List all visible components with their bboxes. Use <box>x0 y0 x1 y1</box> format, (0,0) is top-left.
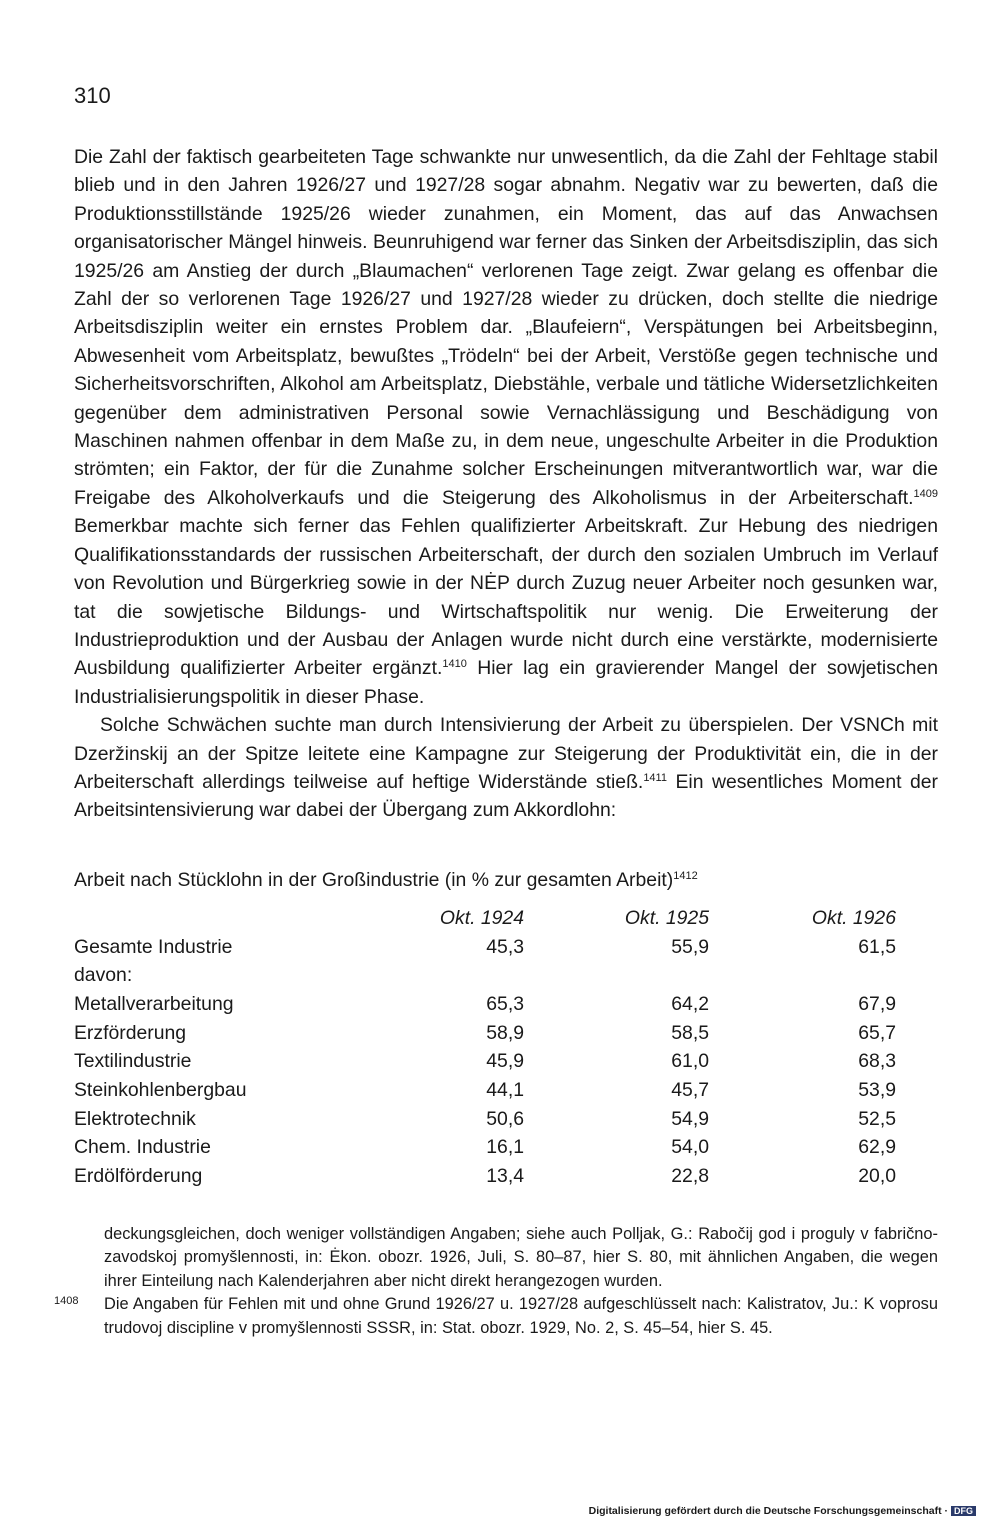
table-row <box>74 990 896 1019</box>
column-header: Okt. 1925 <box>624 906 709 929</box>
dfg-logo: DFG <box>951 1506 976 1516</box>
cell-value: 61,0 <box>671 1050 709 1073</box>
footnote-1408 <box>54 1293 938 1340</box>
row-label: Elektrotechnik <box>74 1107 196 1130</box>
credit-text: Digitalisierung gefördert durch die Deutsche Forschungsgemeinschaft · <box>588 1505 948 1517</box>
table-caption-text: Arbeit nach Stücklohn in der Großindustrie (in % zur gesamten Arbeit) <box>74 869 674 891</box>
subheading-label: davon: <box>74 964 133 987</box>
cell-value: 54,0 <box>671 1136 709 1159</box>
footnote-number: 1408 <box>54 1295 79 1308</box>
piecework-table <box>74 904 896 1191</box>
row-label: Chem. Industrie <box>74 1136 211 1159</box>
table-row <box>74 1134 896 1163</box>
cell-value: 20,0 <box>858 1165 896 1188</box>
paragraph-2 <box>74 711 938 825</box>
main-text <box>74 143 938 825</box>
table-header-row <box>74 904 896 933</box>
row-label: Erzförderung <box>74 1021 187 1044</box>
cell-value: 50,6 <box>486 1107 524 1130</box>
cell-value: 44,1 <box>486 1078 524 1101</box>
page-number: 310 <box>74 83 111 108</box>
column-header: Okt. 1926 <box>811 906 896 929</box>
header-empty <box>74 904 324 933</box>
cell-value: 53,9 <box>858 1078 896 1101</box>
table-row <box>74 1047 896 1076</box>
paragraph-1 <box>74 143 938 711</box>
cell-value: 54,9 <box>671 1107 709 1130</box>
cell-value: 52,5 <box>858 1107 896 1130</box>
cell-value: 45,7 <box>671 1078 709 1101</box>
paragraph-1-part-a: Die Zahl der faktisch gearbeiteten Tage schwankte nur unwesentlich, da die Zahl der Fehltage stabil blieb und in den Jahren 1926/27 und 1927/28 sogar abnahm. Negativ war zu bewerten, daß die Produktionsstillstände 1925/26 wieder zunahmen, ein Moment, das auf das Anwachsen organisatorischer Mängel hinweis. Beunruhigend war ferner das Sinken der Arbeitsdisziplin, das sich 1925/26 am Anstieg der durch „Blaumachen“ verlorenen Tage zeigt. Zwar gelang es offenbar die Zahl der so verlorenen Tage 1926/27 und 1927/28 wieder zu drücken, doch stellte die niedrige Arbeitsdisziplin weiter ein ernstes Problem dar. „Blaufeiern“, Verspätungen bei Arbeitsbeginn, Abwesenheit vom Arbeitsplatz, bewußtes „Trödeln“ bei der Arbeit, Verstöße gegen technische und Sicherheitsvorschriften, Alkohol am Arbeitsplatz, Diebstähle, verbale und tätliche Widersetzlichkeiten gegenüber dem administrativen Personal sowie Vernachlässigung und Beschädigung von Maschinen nahmen offenbar in dem Maße zu, in dem neue, ungeschulte Arbeiter in die Produktion strömten; ein Faktor, der für die Zunahme solcher Erscheinungen mitverantwortlich war, war die Freigabe des Alkoholverkaufs und die Steigerung des Alkoholismus in der Arbeiterschaft. <box>74 146 938 509</box>
footnote-ref-1409[interactable]: 1409 <box>913 487 938 500</box>
paragraph-2-part-b: Ein wesentliches Moment der Arbeitsintensivierung war dabei der Übergang zum Akkordlohn: <box>74 770 938 822</box>
cell-value: 55,9 <box>671 935 709 958</box>
cell-value: 67,9 <box>858 992 896 1015</box>
table-row-total <box>74 933 896 962</box>
row-label: Gesamte Industrie <box>74 935 233 958</box>
row-label: Metallverarbeitung <box>74 992 234 1015</box>
row-label: Steinkohlenbergbau <box>74 1078 247 1101</box>
cell-value: 45,9 <box>486 1050 524 1073</box>
footnote-text: Die Angaben für Fehlen mit und ohne Grund 1926/27 u. 1927/28 aufgeschlüsselt nach: Kalistratov, Ju.: K voprosu trudovoj discipline v promyšlennosti SSSR, in: Stat. obozr. 1929, No. 2, S. 45–54, hier S. 45. <box>104 1295 938 1337</box>
table-caption <box>74 866 944 894</box>
row-label: Textilindustrie <box>74 1050 192 1073</box>
cell-value: 62,9 <box>858 1136 896 1159</box>
footnotes <box>54 1223 938 1340</box>
cell-value: 61,5 <box>858 935 896 958</box>
cell-value: 64,2 <box>671 992 709 1015</box>
cell-value: 16,1 <box>486 1136 524 1159</box>
cell-value: 13,4 <box>486 1165 524 1188</box>
table-row <box>74 1105 896 1134</box>
cell-value: 58,5 <box>671 1021 709 1044</box>
cell-value: 65,7 <box>858 1021 896 1044</box>
paragraph-2-part-a: Solche Schwächen suchte man durch Intensivierung der Arbeit zu überspielen. Der VSNCh mit Dzeržinskij an der Spitze leitete eine Kampagne zur Steigerung der Produktivität ein, die in der Arbeiterschaft allerdings teilweise auf heftige Widerstände stieß. <box>74 714 938 793</box>
cell-value: 65,3 <box>486 992 524 1015</box>
footnote-ref-1412[interactable]: 1412 <box>673 870 698 882</box>
table-row <box>74 1162 896 1191</box>
cell-value: 45,3 <box>486 935 524 958</box>
table-row <box>74 1019 896 1048</box>
footnote-ref-1410[interactable]: 1410 <box>442 658 467 671</box>
row-label: Erdölförderung <box>74 1165 203 1188</box>
paragraph-1-part-c: Hier lag ein gravierender Mangel der sowjetischen Industrialisierungspolitik in dieser Phase. <box>74 657 938 708</box>
cell-value: 58,9 <box>486 1021 524 1044</box>
footnote-ref-1411[interactable]: 1411 <box>643 771 667 784</box>
table-subheading-row <box>74 961 896 990</box>
table-row <box>74 1076 896 1105</box>
paragraph-1-part-b: Bemerkbar machte sich ferner das Fehlen qualifizierter Arbeitskraft. Zur Hebung des niedrigen Qualifikationsstandards der russischen Arbeiterschaft, der durch den sozialen Umbruch im Verlauf von Revolution und Bürgerkrieg sowie in der NĖP durch Zuzug neuer Arbeiter noch gesunken war, tat die sowjetische Bildungs- und Wirtschaftspolitik nur wenig. Die Erweiterung der Industrieproduktion und der Ausbau der Anlagen wurde nicht durch eine verstärkte, modernisierte Ausbildung qualifizierter Arbeiter ergänzt. <box>74 515 938 680</box>
digitization-credit <box>589 1505 976 1517</box>
footnote-continued: deckungsgleichen, doch weniger vollständigen Angaben; siehe auch Polljak, G.: Rabočij god i proguly v fabrično-zavodskoj promyšlennosti, in: Ėkon. obozr. 1926, Juli, S. 80–87, hier S. 80, mit ähnlichen Angaben, die wegen ihrer Einteilung nach Kalenderjahren aber nicht direkt herangezogen wurden. <box>104 1225 938 1290</box>
cell-value: 68,3 <box>858 1050 896 1073</box>
cell-value: 22,8 <box>671 1165 709 1188</box>
column-header: Okt. 1924 <box>439 906 524 929</box>
